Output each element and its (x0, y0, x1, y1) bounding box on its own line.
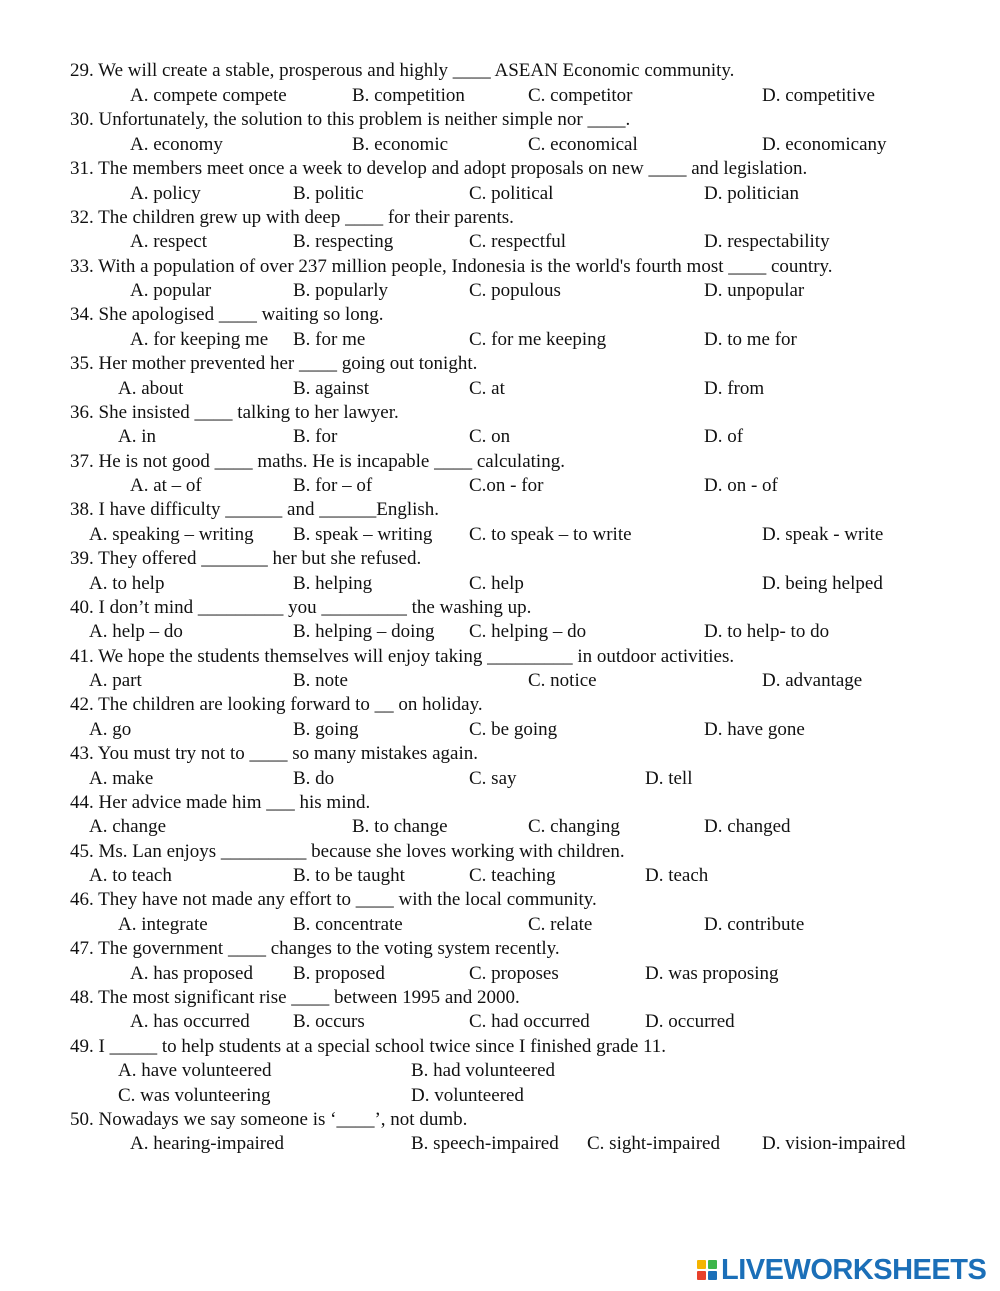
question-41: 41. We hope the students themselves will enjoy taking _________ in outdoor activities. (70, 646, 735, 667)
liveworksheets-logo-icon (697, 1260, 717, 1280)
option-40-b[interactable]: B. helping – doing (293, 621, 435, 642)
option-39-d[interactable]: D. being helped (762, 573, 883, 594)
option-40-d[interactable]: D. to help- to do (704, 621, 830, 642)
option-42-b[interactable]: B. going (293, 719, 359, 740)
option-44-c[interactable]: C. changing (528, 816, 620, 837)
option-38-c[interactable]: C. to speak – to write (469, 524, 632, 545)
option-47-b[interactable]: B. proposed (293, 963, 385, 984)
option-33-a[interactable]: A. popular (130, 280, 212, 301)
question-44: 44. Her advice made him ___ his mind. (70, 792, 371, 813)
option-35-c[interactable]: C. at (469, 378, 505, 399)
option-41-d[interactable]: D. advantage (762, 670, 863, 691)
option-39-a[interactable]: A. to help (89, 573, 165, 594)
option-45-b[interactable]: B. to be taught (293, 865, 405, 886)
option-45-a[interactable]: A. to teach (89, 865, 172, 886)
option-37-b[interactable]: B. for – of (293, 475, 373, 496)
option-38-d[interactable]: D. speak - write (762, 524, 884, 545)
option-50-b[interactable]: B. speech-impaired (411, 1133, 559, 1154)
question-30: 30. Unfortunately, the solution to this problem is neither simple nor ____. (70, 109, 631, 130)
option-39-c[interactable]: C. help (469, 573, 524, 594)
option-48-a[interactable]: A. has occurred (130, 1011, 250, 1032)
option-40-c[interactable]: C. helping – do (469, 621, 587, 642)
question-49: 49. I _____ to help students at a special school twice since I finished grade 11. (70, 1036, 667, 1057)
option-44-a[interactable]: A. change (89, 816, 167, 837)
option-32-b[interactable]: B. respecting (293, 231, 394, 252)
option-48-b[interactable]: B. occurs (293, 1011, 365, 1032)
option-42-c[interactable]: C. be going (469, 719, 558, 740)
option-32-c[interactable]: C. respectful (469, 231, 567, 252)
question-43: 43. You must try not to ____ so many mistakes again. (70, 743, 478, 764)
option-34-c[interactable]: C. for me keeping (469, 329, 607, 350)
option-46-a[interactable]: A. integrate (118, 914, 208, 935)
option-32-a[interactable]: A. respect (130, 231, 208, 252)
option-37-d[interactable]: D. on - of (704, 475, 778, 496)
option-43-d[interactable]: D. tell (645, 768, 693, 789)
option-42-a[interactable]: A. go (89, 719, 132, 740)
option-36-b[interactable]: B. for (293, 426, 338, 447)
option-41-b[interactable]: B. note (293, 670, 348, 691)
option-34-b[interactable]: B. for me (293, 329, 366, 350)
option-33-c[interactable]: C. populous (469, 280, 561, 301)
option-38-b[interactable]: B. speak – writing (293, 524, 433, 545)
question-40: 40. I don’t mind _________ you _________ the washing up. (70, 597, 532, 618)
option-36-d[interactable]: D. of (704, 426, 744, 447)
option-41-a[interactable]: A. part (89, 670, 142, 691)
option-43-c[interactable]: C. say (469, 768, 517, 789)
option-30-b[interactable]: B. economic (352, 134, 449, 155)
option-29-b[interactable]: B. competition (352, 85, 465, 106)
question-50: 50. Nowadays we say someone is ‘____’, not dumb. (70, 1109, 468, 1130)
option-32-d[interactable]: D. respectability (704, 231, 830, 252)
option-49-b[interactable]: B. had volunteered (411, 1060, 556, 1081)
option-42-d[interactable]: D. have gone (704, 719, 805, 740)
option-31-d[interactable]: D. politician (704, 183, 799, 204)
option-33-d[interactable]: D. unpopular (704, 280, 805, 301)
option-35-a[interactable]: A. about (118, 378, 184, 399)
question-36: 36. She insisted ____ talking to her lawyer. (70, 402, 399, 423)
option-29-a[interactable]: A. compete compete (130, 85, 287, 106)
option-48-d[interactable]: D. occurred (645, 1011, 735, 1032)
option-44-d[interactable]: D. changed (704, 816, 791, 837)
question-32: 32. The children grew up with deep ____ for their parents. (70, 207, 514, 228)
option-46-c[interactable]: C. relate (528, 914, 593, 935)
question-29: 29. We will create a stable, prosperous and highly ____ ASEAN Economic community. (70, 60, 735, 81)
question-31: 31. The members meet once a week to develop and adopt proposals on new ____ and legislation. (70, 158, 808, 179)
option-31-b[interactable]: B. politic (293, 183, 364, 204)
question-47: 47. The government ____ changes to the voting system recently. (70, 938, 560, 959)
liveworksheets-logo (697, 1255, 986, 1285)
question-38: 38. I have difficulty ______ and ______English. (70, 499, 440, 520)
option-49-d[interactable]: D. volunteered (411, 1085, 524, 1106)
option-36-c[interactable]: C. on (469, 426, 511, 447)
option-49-a[interactable]: A. have volunteered (118, 1060, 272, 1081)
option-44-b[interactable]: B. to change (352, 816, 448, 837)
option-43-a[interactable]: A. make (89, 768, 154, 789)
option-39-b[interactable]: B. helping (293, 573, 373, 594)
option-34-d[interactable]: D. to me for (704, 329, 797, 350)
option-41-c[interactable]: C. notice (528, 670, 597, 691)
option-31-c[interactable]: C. political (469, 183, 554, 204)
question-33: 33. With a population of over 237 million people, Indonesia is the world's fourth most ____ country. (70, 256, 833, 277)
option-29-d[interactable]: D. competitive (762, 85, 875, 106)
question-34: 34. She apologised ____ waiting so long. (70, 304, 384, 325)
question-35: 35. Her mother prevented her ____ going out tonight. (70, 353, 478, 374)
question-42: 42. The children are looking forward to __ on holiday. (70, 694, 483, 715)
option-47-a[interactable]: A. has proposed (130, 963, 253, 984)
option-36-a[interactable]: A. in (118, 426, 156, 447)
option-50-d[interactable]: D. vision-impaired (762, 1133, 906, 1154)
option-48-c[interactable]: C. had occurred (469, 1011, 590, 1032)
option-29-c[interactable]: C. competitor (528, 85, 633, 106)
option-37-c[interactable]: C.on - for (469, 475, 544, 496)
option-47-c[interactable]: C. proposes (469, 963, 559, 984)
option-50-a[interactable]: A. hearing-impaired (130, 1133, 285, 1154)
option-46-b[interactable]: B. concentrate (293, 914, 403, 935)
question-37: 37. He is not good ____ maths. He is incapable ____ calculating. (70, 451, 565, 472)
option-30-a[interactable]: A. economy (130, 134, 223, 155)
option-30-c[interactable]: C. economical (528, 134, 638, 155)
option-49-c[interactable]: C. was volunteering (118, 1085, 271, 1106)
option-33-b[interactable]: B. popularly (293, 280, 388, 301)
option-35-b[interactable]: B. against (293, 378, 369, 399)
option-47-d[interactable]: D. was proposing (645, 963, 779, 984)
option-35-d[interactable]: D. from (704, 378, 765, 399)
option-34-a[interactable]: A. for keeping me (130, 329, 269, 350)
option-30-d[interactable]: D. economicany (762, 134, 887, 155)
option-45-d[interactable]: D. teach (645, 865, 709, 886)
question-45: 45. Ms. Lan enjoys _________ because she loves working with children. (70, 841, 625, 862)
liveworksheets-logo-text: LIVEWORKSHEETS (721, 1253, 987, 1286)
question-48: 48. The most significant rise ____ between 1995 and 2000. (70, 987, 520, 1008)
option-38-a[interactable]: A. speaking – writing (89, 524, 254, 545)
option-40-a[interactable]: A. help – do (89, 621, 183, 642)
question-46: 46. They have not made any effort to ____ with the local community. (70, 889, 597, 910)
option-50-c[interactable]: C. sight-impaired (587, 1133, 720, 1154)
option-45-c[interactable]: C. teaching (469, 865, 556, 886)
option-31-a[interactable]: A. policy (130, 183, 201, 204)
option-37-a[interactable]: A. at – of (130, 475, 202, 496)
option-46-d[interactable]: D. contribute (704, 914, 805, 935)
question-39: 39. They offered _______ her but she refused. (70, 548, 422, 569)
option-43-b[interactable]: B. do (293, 768, 335, 789)
